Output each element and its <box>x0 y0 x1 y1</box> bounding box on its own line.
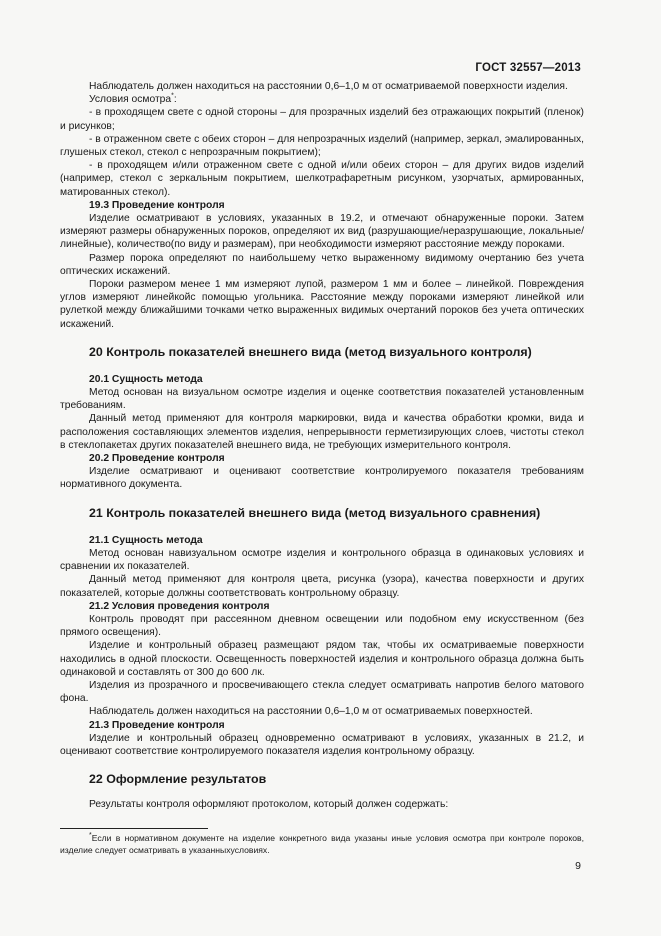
paragraph: Результаты контроля оформляют протоколом, который должен содержать: <box>89 799 449 811</box>
list-item: - в отраженном свете с обеих сторон – для непрозрачных изделий (например, зеркал, эмалированных, глушеных стекол, стекол с непрозрачным покрытием); <box>60 133 584 159</box>
paragraph: Данный метод применяют для контроля цвета, рисунка (узора), качества поверхности и других показателей, которые должны соответствовать контрольному образцу. <box>60 574 584 599</box>
paragraph: Изделие и контрольный образец одновременно осматривают в условиях, указанных в 21.2, и оценивают соответствие контролируемого показателя изделия контрольному образцу. <box>60 732 584 757</box>
page-body <box>60 80 584 811</box>
subsection-heading: 20.1 Сущность метода <box>89 373 203 385</box>
list-item: - в проходящем свете с одной стороны – для прозрачных изделий без отражающих покрытий (пленок) и рисунков; <box>60 107 584 132</box>
subsection-heading: 19.3 Проведение контроля <box>89 199 225 211</box>
paragraph: Метод основан на визуальном осмотре изделия и оценке соответствия показателей установленным требованиям. <box>60 387 584 412</box>
standard-code-header: ГОСТ 32557—2013 <box>475 62 581 74</box>
paragraph: Пороки размером менее 1 мм измеряют лупой, размером 1 мм и более – линейкой. Повреждения углов измеряют линейкойс помощью угольника. Расстояние между пороками измеряют линейкой или рулеткой между ближайшими точками четко выраженных видимых очертаний пороков без учета оптических искажений. <box>60 279 584 330</box>
paragraph: Изделие осматривают и оценивают соответствие контролируемого показателя требованиям нормативного документа. <box>60 466 584 491</box>
subsection-heading: 21.1 Сущность метода <box>89 534 203 546</box>
subsection-heading: 20.2 Проведение контроля <box>89 453 225 465</box>
subsection-heading: 21.3 Проведение контроля <box>89 719 225 731</box>
paragraph: Размер порока определяют по наибольшему четко выраженному видимому очертанию без учета оптических искажений. <box>60 252 584 277</box>
footnote <box>60 833 584 856</box>
page-number: 9 <box>575 860 581 872</box>
subsection-heading: 21.2 Условия проведения контроля <box>89 600 270 612</box>
paragraph: Изделия из прозрачного и просвечивающего стекла следует осматривать напротив белого матового фона. <box>60 679 584 705</box>
list-item: - в проходящем и/или отраженном свете с одной и/или обеих сторон – для других видов изделий (например, стекол с зеркальным покрытием, шелкотрафаретным рисунком, узорчатых, армированных, матированных стекол). <box>60 160 584 198</box>
paragraph-inspection-conditions: Условия осмотра*: <box>89 92 177 106</box>
paragraph: Метод основан навизуальном осмотре изделия и контрольного образца в одинаковых условиях и сравнении их показателей. <box>60 547 584 573</box>
section-heading: 21 Контроль показателей внешнего вида (метод визуального сравнения) <box>89 505 541 520</box>
footnote-reference: * <box>171 92 174 100</box>
paragraph: Данный метод применяют для контроля маркировки, вида и качества обработки кромки, вида и расположения составляющих элементов изделия, непрерывности герметизирующих слоев, чистоты стекол в стеклопакетах других показателей внешнего вида, не требующих измерительного контроля. <box>60 413 584 451</box>
section-heading: 20 Контроль показателей внешнего вида (метод визуального контроля) <box>89 344 532 359</box>
paragraph: Изделие и контрольный образец размещают рядом так, чтобы их осматриваемые поверхности находились в одной плоскости. Освещенность поверхностей изделия и контрольного образца должна быть одинаковой и составлять от 300 до 600 лк. <box>60 640 584 678</box>
footnote-text: Если в нормативном документе на изделие конкретного вида указаны иные условия осмотра при контроле пороков, изделие следует осматривать в указанныхусловиях. <box>60 833 584 855</box>
paragraph: Наблюдатель должен находиться на расстоянии 0,6–1,0 м от осматриваемых поверхностей. <box>89 706 533 718</box>
footnote-marker: * <box>89 832 92 840</box>
paragraph: Контроль проводят при рассеянном дневном освещении или подобном ему искусственном (без прямого освещения). <box>60 613 584 639</box>
footnote-divider <box>60 828 208 829</box>
paragraph: Наблюдатель должен находиться на расстоянии 0,6–1,0 м от осматриваемой поверхности изделия. <box>89 81 568 92</box>
paragraph: Изделие осматривают в условиях, указанных в 19.2, и отмечают обнаруженные пороки. Затем измеряют размеры обнаруженных пороков, определяют их вид (разрушающие/неразрушающие, локальные/линейные), количество(по виду и размерам), при необходимости измеряют расстояние между пороками. <box>60 213 584 251</box>
section-heading: 22 Оформление результатов <box>89 772 267 787</box>
paragraph-text: Условия осмотра <box>89 94 172 106</box>
